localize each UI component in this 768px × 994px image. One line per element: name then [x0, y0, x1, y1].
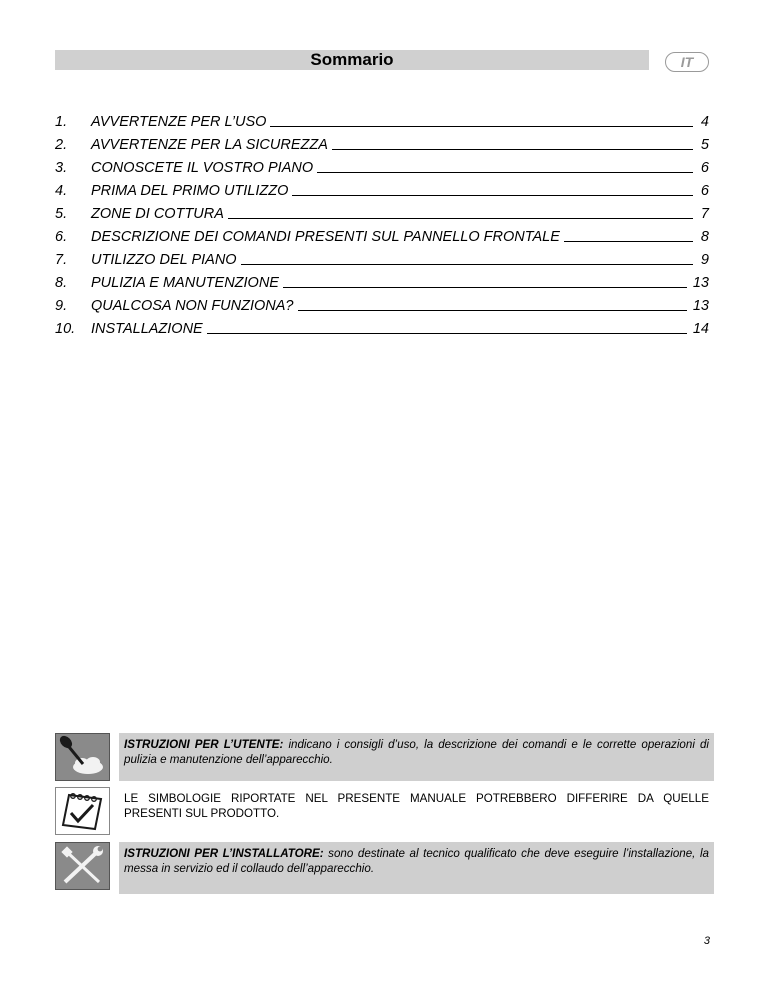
toc-title: CONOSCETE IL VOSTRO PIANO — [91, 160, 314, 176]
toc-title: PRIMA DEL PRIMO UTILIZZO — [91, 183, 289, 199]
toc-leader — [241, 264, 693, 265]
toc-entry-7[interactable] — [55, 250, 709, 270]
installer-instructions-text: sono destinate al tecnico qualificato che deve eseguire l’installazione, la messa in servizio ed il collaudo dell’apparecchio. — [124, 847, 709, 875]
toc-number: 8. — [55, 275, 68, 291]
toc-page: 7 — [700, 206, 709, 222]
toc-leader — [332, 149, 693, 150]
toc-leader — [207, 333, 687, 334]
toc-page: 13 — [692, 298, 709, 314]
installer-instructions-note — [119, 842, 714, 894]
toc-page: 5 — [700, 137, 709, 153]
toc-leader — [317, 172, 693, 173]
toc-number: 10. — [55, 321, 76, 337]
toc-page: 6 — [700, 183, 709, 199]
user-instructions-label: ISTRUZIONI PER L’UTENTE: — [124, 738, 284, 751]
toc-entry-2[interactable] — [55, 135, 709, 155]
toc-number: 3. — [55, 160, 68, 176]
toc-number: 9. — [55, 298, 68, 314]
toc-title: ZONE DI COTTURA — [91, 206, 224, 222]
toc-title: QUALCOSA NON FUNZIONA? — [91, 298, 294, 314]
language-badge: IT — [665, 52, 709, 72]
toc-leader — [298, 310, 687, 311]
toc-title: AVVERTENZE PER LA SICUREZZA — [91, 137, 328, 153]
user-instructions-text: indicano i consigli d’uso, la descrizione dei comandi e le corrette operazioni di pulizia e manutenzione dell’apparecchio. — [124, 738, 710, 766]
toc-number: 7. — [55, 252, 68, 268]
toc-entry-5[interactable] — [55, 204, 709, 224]
page-number: 3 — [703, 935, 710, 947]
toc-number: 4. — [55, 183, 68, 199]
toc-number: 1. — [55, 114, 68, 130]
toc-leader — [292, 195, 693, 196]
toc-page: 13 — [692, 275, 709, 291]
toc-title: UTILIZZO DEL PIANO — [91, 252, 237, 268]
toc-entry-3[interactable] — [55, 158, 709, 178]
toc-leader — [283, 287, 687, 288]
toc-title: AVVERTENZE PER L’USO — [91, 114, 267, 130]
toc-entry-4[interactable] — [55, 181, 709, 201]
toc-entry-1[interactable] — [55, 112, 709, 132]
symbols-note — [119, 787, 714, 835]
toc-title: DESCRIZIONE DEI COMANDI PRESENTI SUL PANNELLO FRONTALE — [91, 229, 560, 245]
toc-number: 6. — [55, 229, 68, 245]
toc-leader — [270, 126, 693, 127]
toc-title: INSTALLAZIONE — [91, 321, 203, 337]
symbols-note-text: LE SIMBOLOGIE RIPORTATE NEL PRESENTE MANUALE POTREBBERO DIFFERIRE DA QUELLE PRESENTI SUL PRODOTTO. — [124, 792, 709, 820]
toc-page: 4 — [700, 114, 709, 130]
toc-entry-9[interactable] — [55, 296, 709, 316]
page-title: Sommario — [310, 50, 394, 69]
installer-instructions-label: ISTRUZIONI PER L’INSTALLATORE: — [124, 847, 324, 860]
toc-number: 2. — [55, 137, 68, 153]
toc-page: 8 — [700, 229, 709, 245]
toc-entry-10[interactable] — [55, 319, 709, 339]
toc-title: PULIZIA E MANUTENZIONE — [91, 275, 279, 291]
toc-page: 9 — [700, 252, 709, 268]
chef-spoon-icon — [55, 733, 110, 781]
wrench-screwdriver-icon — [55, 842, 110, 890]
toc-leader — [228, 218, 693, 219]
user-instructions-note — [119, 733, 714, 781]
toc-page: 6 — [700, 160, 709, 176]
toc-page: 14 — [692, 321, 709, 337]
toc-entry-6[interactable] — [55, 227, 709, 247]
toc-number: 5. — [55, 206, 68, 222]
toc-entry-8[interactable] — [55, 273, 709, 293]
notepad-checkmark-icon — [55, 787, 110, 835]
toc-leader — [564, 241, 693, 242]
